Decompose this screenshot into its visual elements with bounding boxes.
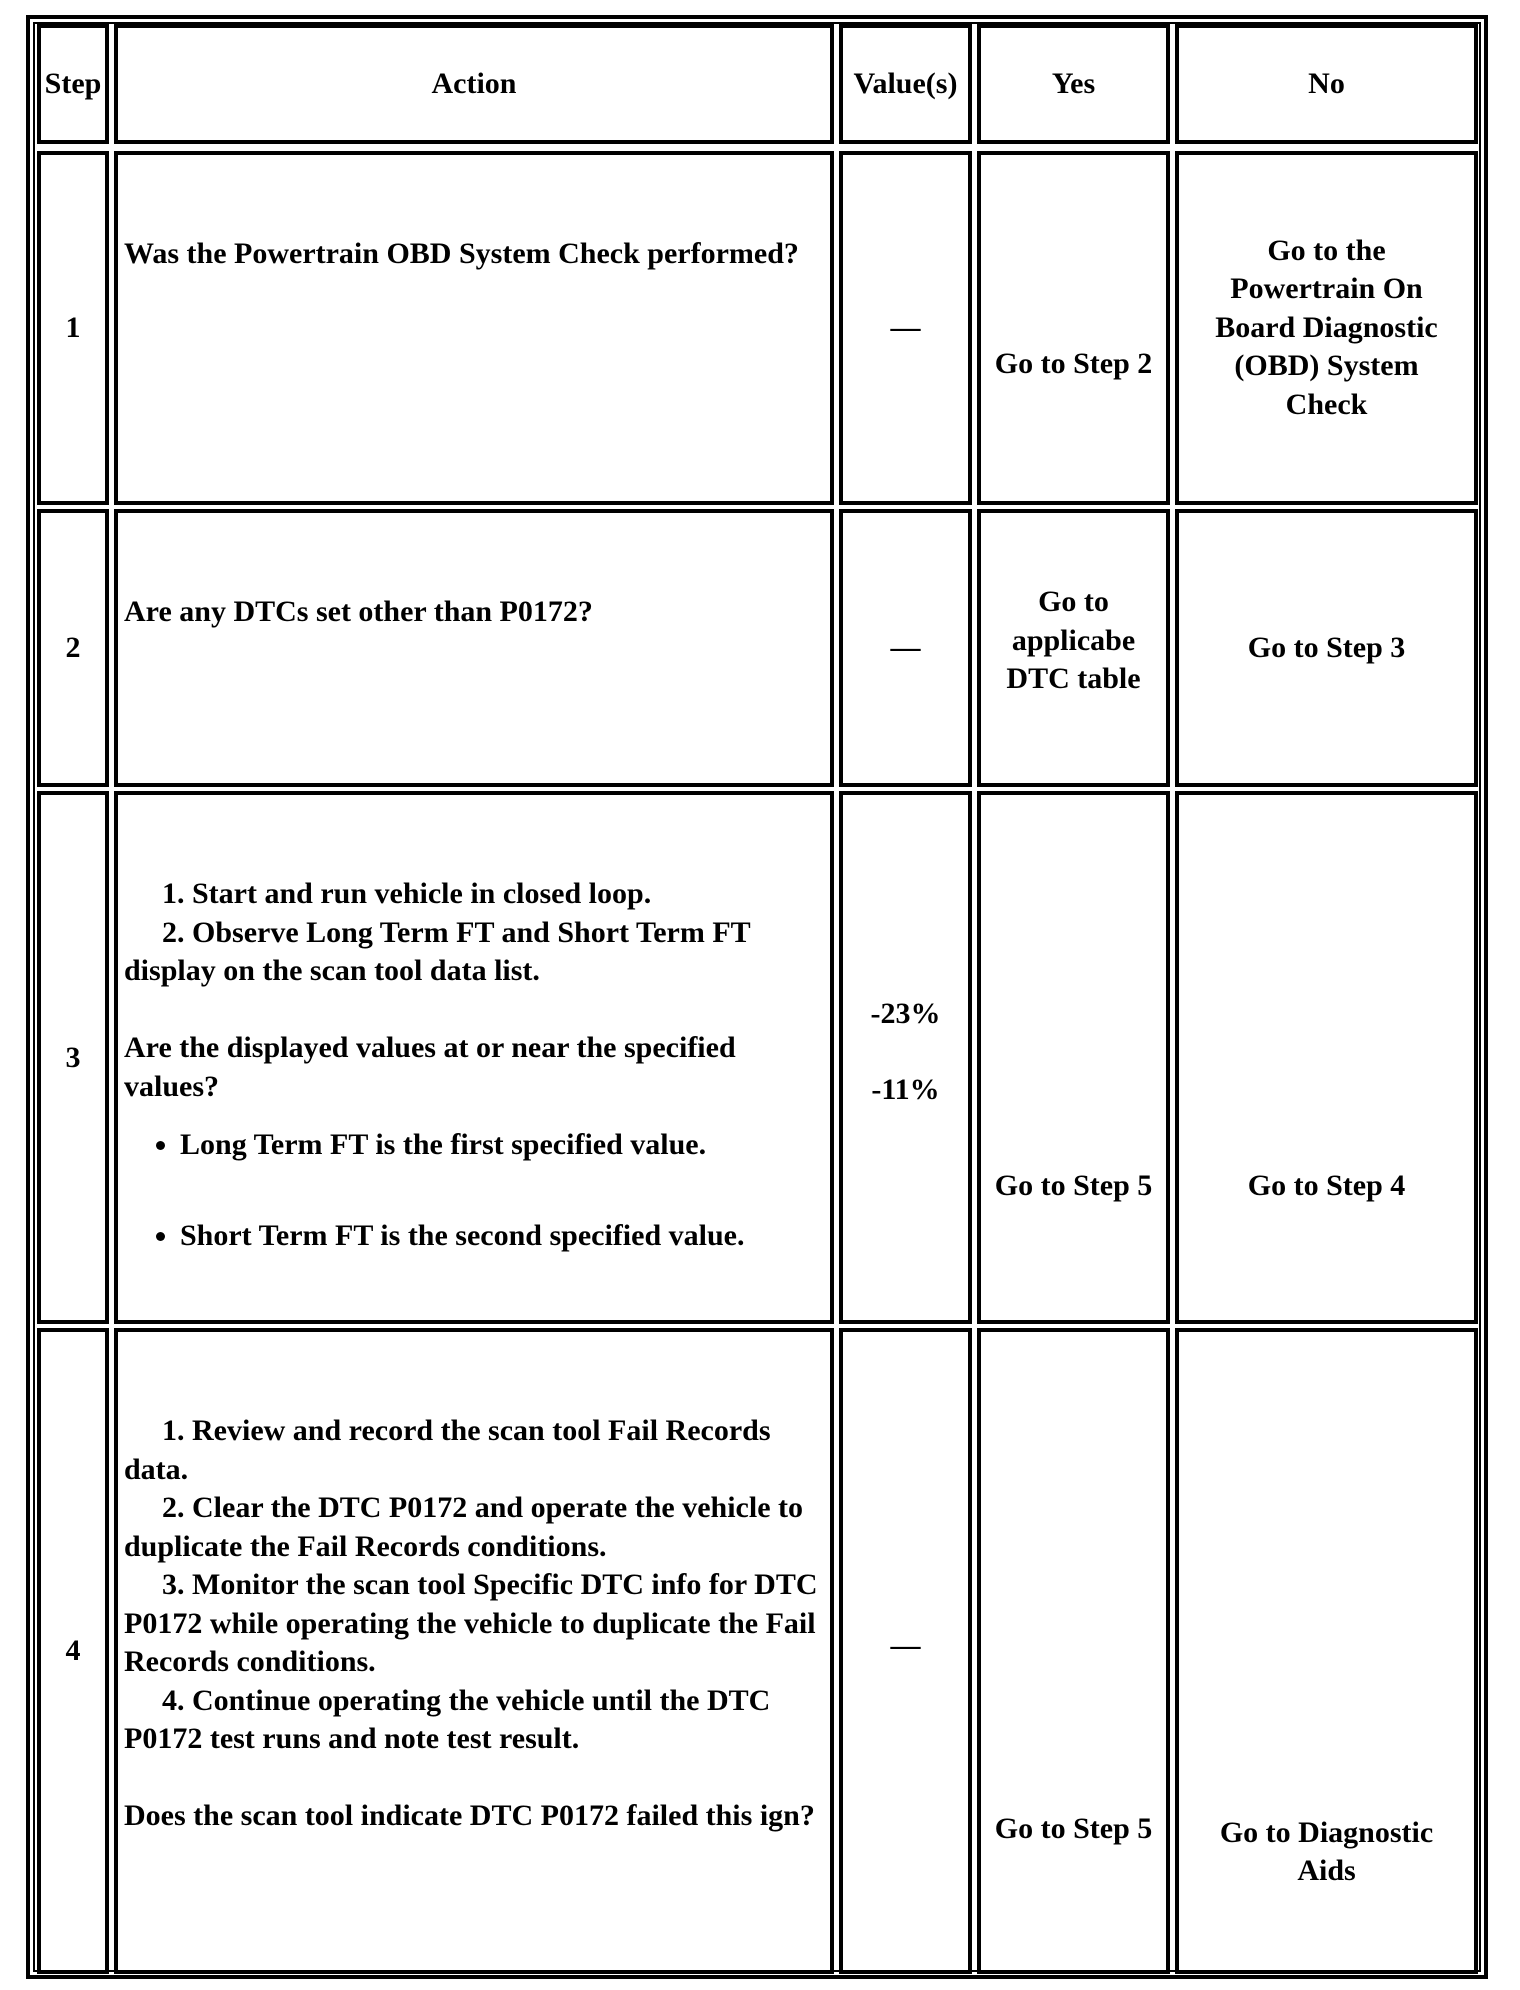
row-4-action-1: 1. Review and record the scan tool Fail Records data. (124, 1414, 771, 1486)
row-3-no-link[interactable]: Go to Step 4 (1247, 1169, 1406, 1202)
row-4-no-link[interactable]: Go to Diagnostic Aids (1219, 1816, 1434, 1887)
row-1-yes (977, 151, 1170, 505)
row-3-value-2: -11% (871, 1073, 940, 1106)
row-3-action-1: 1. Start and run vehicle in closed loop. (162, 877, 652, 910)
row-2-question: Are any DTCs set other than P0172? (124, 595, 593, 628)
row-3-yes-link[interactable]: Go to Step 5 (994, 1169, 1153, 1202)
row-1-no-link[interactable]: Go to the Powertrain On Board Diagnostic (OBD) System Check (1215, 233, 1438, 421)
row-1-action (114, 151, 834, 505)
row-4-values: — (839, 1328, 972, 1974)
row-3-step: 3 (37, 791, 109, 1324)
row-3-value-1: -23% (870, 997, 941, 1030)
row-1-no (1175, 151, 1478, 505)
header-yes: Yes (977, 24, 1170, 144)
row-3-bullet-2: • Short Term FT is the second specified value. (180, 1217, 826, 1256)
row-4-yes (977, 1328, 1170, 1974)
row-4-action (114, 1328, 834, 1974)
row-1-values: — (839, 151, 972, 505)
row-4-question: Does the scan tool indicate DTC P0172 failed this ign? (124, 1799, 815, 1832)
row-3-yes (977, 791, 1170, 1324)
header-action: Action (114, 24, 834, 144)
row-4-step: 4 (37, 1328, 109, 1974)
row-1-step: 1 (37, 151, 109, 505)
row-2-action (114, 509, 834, 787)
row-2-yes-link[interactable]: Go to applicabe DTC table (1006, 585, 1141, 696)
row-4-yes-link[interactable]: Go to Step 5 (994, 1812, 1153, 1845)
row-2-no-link[interactable]: Go to Step 3 (1247, 631, 1406, 664)
row-3-no (1175, 791, 1478, 1324)
header-values: Value(s) (839, 24, 972, 144)
row-4-action-3: 3. Monitor the scan tool Specific DTC info for DTC P0172 while operating the vehicle to duplicate the Fail Records conditions. (124, 1568, 818, 1678)
row-2-step: 2 (37, 509, 109, 787)
row-4-action-4: 4. Continue operating the vehicle until the DTC P0172 test runs and note test result. (124, 1683, 771, 1755)
row-3-bullet-list (118, 1126, 826, 1255)
row-4-action-2: 2. Clear the DTC P0172 and operate the vehicle to duplicate the Fail Records conditions. (124, 1491, 804, 1563)
row-2-values: — (839, 509, 972, 787)
row-3-action (114, 791, 834, 1324)
row-1-question: Was the Powertrain OBD System Check performed? (124, 237, 799, 270)
header-no: No (1175, 24, 1478, 144)
row-3-action-2: 2. Observe Long Term FT and Short Term FT display on the scan tool data list. (124, 915, 751, 987)
row-2-yes (977, 509, 1170, 787)
row-2-no (1175, 509, 1478, 787)
row-1-yes-link[interactable]: Go to Step 2 (994, 347, 1153, 380)
header-step: Step (37, 24, 109, 144)
row-4-no (1175, 1328, 1478, 1974)
row-3-question: Are the displayed values at or near the specified values? (124, 1031, 736, 1103)
row-3-bullet-1: • Long Term FT is the first specified value. (180, 1126, 826, 1165)
row-3-values (839, 791, 972, 1324)
